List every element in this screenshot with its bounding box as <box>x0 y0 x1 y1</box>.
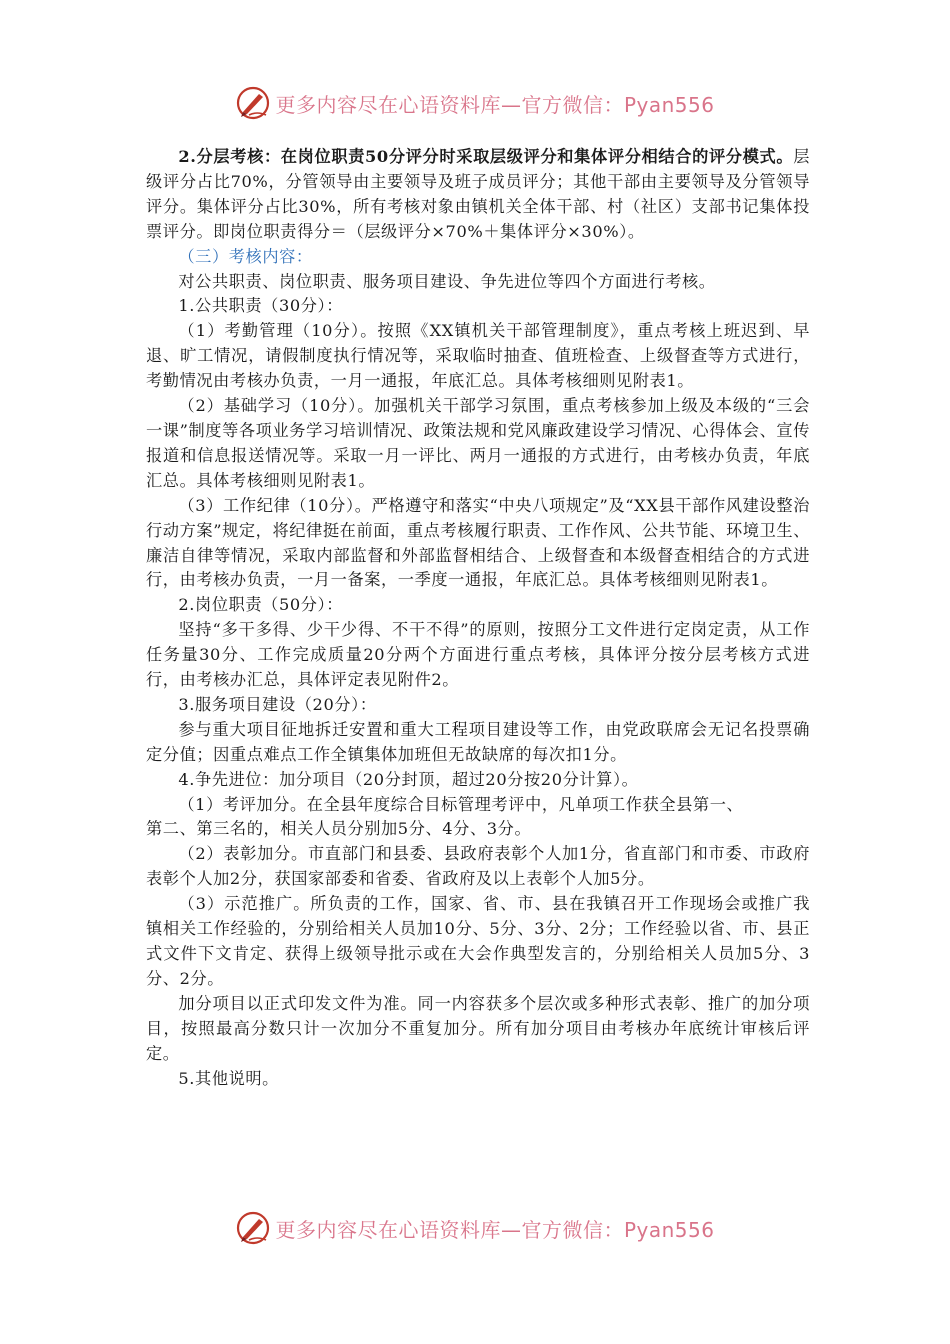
paragraph: （2）表彰加分。市直部门和县委、县政府表彰个人加1分，省直部门和市委、市政府表彰个人加2分，获国家部委和省委、省政府及以上表彰个人加5分。 <box>146 844 810 889</box>
footer-banner <box>0 1208 950 1248</box>
pen-logo-icon <box>235 1210 271 1246</box>
subheading: 2.岗位职责（50分）： <box>178 595 344 615</box>
banner-text: 更多内容尽在心语资料库—官方微信：Pyan556 <box>275 92 715 117</box>
subheading: 4.争先进位：加分项目（20分封顶，超过20分按20分计算）。 <box>178 769 639 789</box>
paragraph: （1）考勤管理（10分）。按照《XX镇机关干部管理制度》，重点考核上班迟到、早退、旷工情况，请假制度执行情况等，采取临时抽查、值班检查、上级督查等方式进行，考勤情况由考核办负责，一月一通报，年底汇总。具体考核细则见附表1。 <box>146 321 810 391</box>
subheading: 5.其他说明。 <box>178 1068 279 1088</box>
banner-text: 更多内容尽在心语资料库—官方微信：Pyan556 <box>275 1217 715 1242</box>
header-banner <box>0 83 950 123</box>
paragraph <box>146 145 810 245</box>
section-heading: （三）考核内容： <box>178 246 313 266</box>
paragraph: （3）示范推广。所负责的工作，国家、省、市、县在我镇召开工作现场会或推广我镇相关工作经验的，分别给相关人员加10分、5分、3分、2分；工作经验以省、市、县正式文件下文肯定、获得上级领导批示或在大会作典型发言的，分别给相关人员加5分、3分、2分。 <box>146 894 810 988</box>
paragraph-text: 层级评分占比70%，分管领导由主要领导及班子成员评分；其他干部由主要领导及分管领导评分。集体评分占比30%，所有考核对象由镇机关全体干部、村（社区）支部书记集体投票评分。即岗位职责得分＝（层级评分×70%＋集体评分×30%）。 <box>146 147 810 241</box>
subheading: 1.公共职责（30分）： <box>178 296 344 316</box>
paragraph-continuation: 第二、第三名的，相关人员分别加5分、4分、3分。 <box>146 819 532 839</box>
pen-logo-icon <box>235 85 271 121</box>
subheading: 3.服务项目建设（20分）： <box>178 694 377 714</box>
paragraph: 坚持“多干多得、少干少得、不干不得”的原则，按照分工文件进行定岗定责，从工作任务量30分、工作完成质量20分两个方面进行重点考核，具体评分按分层考核方式进行，由考核办汇总，具体评定表见附件2。 <box>146 620 810 690</box>
paragraph: 对公共职责、岗位职责、服务项目建设、争先进位等四个方面进行考核。 <box>178 271 716 291</box>
paragraph: （3）工作纪律（10分）。严格遵守和落实“中央八项规定”及“XX县干部作风建设整治行动方案”规定，将纪律挺在前面，重点考核履行职责、工作作风、公共节能、环境卫生、廉洁自律等情况，采取内部监督和外部监督相结合、上级督查和本级督查相结合的方式进行，由考核办负责，一月一备案，一季度一通报，年底汇总。具体考核细则见附表1。 <box>146 495 810 590</box>
bold-lead: 2.分层考核：在岗位职责50分评分时采取层级评分和集体评分相结合的评分模式。 <box>178 147 794 166</box>
document-body <box>146 145 810 1091</box>
paragraph: 参与重大项目征地拆迁安置和重大工程项目建设等工作，由党政联席会无记名投票确定分值；因重点难点工作全镇集体加班但无故缺席的每次扣1分。 <box>146 719 810 764</box>
paragraph: （2）基础学习（10分）。加强机关干部学习氛围，重点考核参加上级及本级的“三会一课”制度等各项业务学习培训情况、政策法规和党风廉政建设学习情况、心得体会、宣传报道和信息报送情况等。采取一月一评比、两月一通报的方式进行，由考核办负责，年底汇总。具体考核细则见附表1。 <box>146 396 810 490</box>
paragraph: 加分项目以正式印发文件为准。同一内容获多个层次或多种形式表彰、推广的加分项目，按照最高分数只计一次加分不重复加分。所有加分项目由考核办年底统计审核后评定。 <box>146 993 810 1063</box>
paragraph: （1）考评加分。在全县年度综合目标管理考评中，凡单项工作获全县第一、 <box>178 794 744 814</box>
